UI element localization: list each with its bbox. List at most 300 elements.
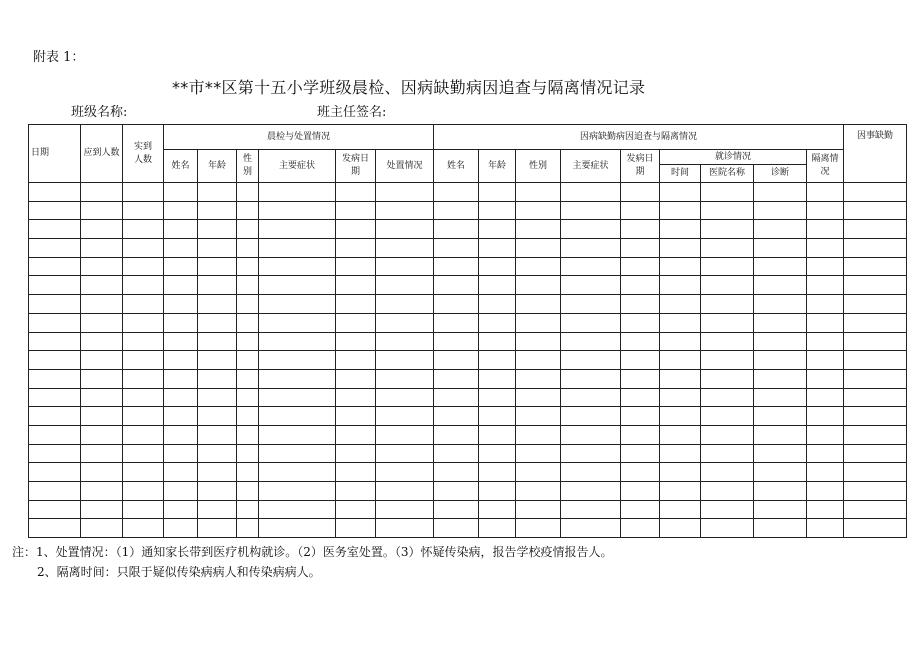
table-cell bbox=[561, 407, 621, 426]
table-cell bbox=[807, 482, 844, 501]
page-title: **市**区第十五小学班级晨检、因病缺勤病因追查与隔离情况记录 bbox=[172, 78, 646, 97]
table-cell bbox=[479, 332, 516, 351]
table-cell bbox=[807, 295, 844, 314]
table-cell bbox=[516, 183, 561, 202]
table-cell bbox=[81, 388, 123, 407]
table-cell bbox=[660, 519, 701, 538]
table-cell bbox=[561, 388, 621, 407]
table-cell bbox=[164, 257, 198, 276]
header-ab-symptoms: 主要症状 bbox=[561, 150, 621, 183]
table-cell bbox=[434, 183, 479, 202]
table-cell bbox=[336, 220, 376, 239]
table-cell bbox=[621, 201, 660, 220]
table-cell bbox=[164, 295, 198, 314]
table-cell bbox=[336, 519, 376, 538]
table-cell bbox=[198, 425, 237, 444]
table-cell bbox=[516, 220, 561, 239]
table-cell bbox=[561, 444, 621, 463]
table-cell bbox=[701, 425, 754, 444]
table-cell bbox=[29, 463, 81, 482]
table-cell bbox=[123, 183, 164, 202]
table-row bbox=[29, 183, 907, 202]
table-cell bbox=[479, 500, 516, 519]
table-cell bbox=[701, 295, 754, 314]
table-cell bbox=[237, 332, 259, 351]
table-cell bbox=[479, 444, 516, 463]
table-cell bbox=[164, 463, 198, 482]
table-cell bbox=[660, 500, 701, 519]
table-cell bbox=[259, 444, 336, 463]
table-row bbox=[29, 388, 907, 407]
table-cell bbox=[621, 332, 660, 351]
table-cell bbox=[807, 425, 844, 444]
table-cell bbox=[479, 425, 516, 444]
table-cell bbox=[434, 444, 479, 463]
header-mc-age: 年龄 bbox=[198, 150, 237, 183]
table-cell bbox=[81, 257, 123, 276]
table-cell bbox=[29, 183, 81, 202]
table-cell bbox=[376, 295, 434, 314]
table-cell bbox=[123, 257, 164, 276]
table-cell bbox=[123, 369, 164, 388]
table-cell bbox=[81, 425, 123, 444]
table-cell bbox=[516, 463, 561, 482]
table-cell bbox=[807, 201, 844, 220]
table-cell bbox=[701, 276, 754, 295]
table-cell bbox=[259, 369, 336, 388]
table-cell bbox=[754, 257, 807, 276]
table-cell bbox=[561, 257, 621, 276]
table-cell bbox=[621, 444, 660, 463]
table-cell bbox=[561, 369, 621, 388]
table-cell bbox=[336, 482, 376, 501]
table-cell bbox=[621, 276, 660, 295]
header-mc-symptoms: 主要症状 bbox=[259, 150, 336, 183]
table-cell bbox=[237, 482, 259, 501]
table-cell bbox=[434, 500, 479, 519]
table-cell bbox=[844, 482, 907, 501]
table-cell bbox=[561, 500, 621, 519]
table-cell bbox=[844, 313, 907, 332]
table-cell bbox=[336, 313, 376, 332]
table-cell bbox=[81, 295, 123, 314]
table-cell bbox=[701, 463, 754, 482]
table-cell bbox=[807, 351, 844, 370]
header-expected-count: 应到人数 bbox=[81, 125, 123, 183]
table-cell bbox=[479, 239, 516, 258]
table-cell bbox=[81, 313, 123, 332]
table-cell bbox=[621, 425, 660, 444]
table-cell bbox=[754, 313, 807, 332]
table-cell bbox=[479, 407, 516, 426]
table-cell bbox=[336, 295, 376, 314]
header-ab-gender: 性别 bbox=[516, 150, 561, 183]
table-cell bbox=[81, 332, 123, 351]
table-cell bbox=[29, 500, 81, 519]
table-cell bbox=[621, 519, 660, 538]
table-cell bbox=[198, 183, 237, 202]
table-cell bbox=[434, 257, 479, 276]
table-cell bbox=[807, 183, 844, 202]
table-cell bbox=[434, 313, 479, 332]
table-cell bbox=[29, 388, 81, 407]
table-cell bbox=[807, 257, 844, 276]
table-cell bbox=[754, 482, 807, 501]
table-row bbox=[29, 313, 907, 332]
table-cell bbox=[259, 407, 336, 426]
table-cell bbox=[336, 425, 376, 444]
table-cell bbox=[376, 369, 434, 388]
appendix-label: 附表 1： bbox=[33, 50, 85, 65]
table-cell bbox=[29, 519, 81, 538]
table-cell bbox=[164, 425, 198, 444]
table-cell bbox=[123, 313, 164, 332]
table-cell bbox=[81, 369, 123, 388]
table-cell bbox=[701, 201, 754, 220]
table-cell bbox=[237, 313, 259, 332]
table-cell bbox=[807, 276, 844, 295]
table-cell bbox=[198, 369, 237, 388]
table-cell bbox=[621, 295, 660, 314]
table-cell bbox=[336, 332, 376, 351]
table-cell bbox=[376, 519, 434, 538]
table-cell bbox=[754, 369, 807, 388]
table-cell bbox=[807, 369, 844, 388]
table-row bbox=[29, 276, 907, 295]
table-cell bbox=[561, 332, 621, 351]
table-cell bbox=[81, 201, 123, 220]
table-cell bbox=[376, 183, 434, 202]
table-cell bbox=[660, 239, 701, 258]
table-cell bbox=[198, 220, 237, 239]
table-cell bbox=[198, 201, 237, 220]
table-cell bbox=[479, 369, 516, 388]
table-cell bbox=[237, 295, 259, 314]
table-cell bbox=[81, 482, 123, 501]
table-cell bbox=[516, 276, 561, 295]
table-cell bbox=[434, 425, 479, 444]
table-cell bbox=[516, 257, 561, 276]
table-row bbox=[29, 482, 907, 501]
table-cell bbox=[479, 482, 516, 501]
table-cell bbox=[844, 519, 907, 538]
table-cell bbox=[29, 407, 81, 426]
class-name-label: 班级名称: bbox=[71, 105, 128, 120]
header-date: 日期 bbox=[29, 125, 81, 183]
header-ab-name: 姓名 bbox=[434, 150, 479, 183]
table-cell bbox=[754, 500, 807, 519]
header-personal-leave: 因事缺勤 bbox=[844, 125, 907, 183]
table-cell bbox=[336, 239, 376, 258]
table-cell bbox=[164, 220, 198, 239]
table-cell bbox=[844, 407, 907, 426]
table-cell bbox=[844, 351, 907, 370]
table-cell bbox=[621, 369, 660, 388]
header-morning-check-group: 晨检与处置情况 bbox=[164, 125, 434, 150]
table-cell bbox=[336, 444, 376, 463]
table-row bbox=[29, 295, 907, 314]
table-cell bbox=[516, 313, 561, 332]
table-cell bbox=[807, 239, 844, 258]
table-cell bbox=[81, 444, 123, 463]
table-cell bbox=[844, 463, 907, 482]
table-cell bbox=[164, 407, 198, 426]
table-cell bbox=[237, 388, 259, 407]
table-cell bbox=[123, 463, 164, 482]
table-cell bbox=[164, 183, 198, 202]
table-cell bbox=[701, 482, 754, 501]
table-cell bbox=[164, 444, 198, 463]
table-cell bbox=[81, 351, 123, 370]
table-cell bbox=[621, 482, 660, 501]
table-cell bbox=[660, 369, 701, 388]
table-cell bbox=[164, 239, 198, 258]
table-cell bbox=[479, 388, 516, 407]
table-cell bbox=[516, 201, 561, 220]
table-cell bbox=[376, 201, 434, 220]
table-cell bbox=[237, 407, 259, 426]
table-cell bbox=[660, 257, 701, 276]
table-cell bbox=[29, 295, 81, 314]
table-cell bbox=[561, 351, 621, 370]
table-cell bbox=[259, 220, 336, 239]
table-cell bbox=[198, 463, 237, 482]
table-row bbox=[29, 351, 907, 370]
table-cell bbox=[237, 425, 259, 444]
table-cell bbox=[807, 313, 844, 332]
table-cell bbox=[29, 201, 81, 220]
table-cell bbox=[259, 295, 336, 314]
table-cell bbox=[81, 276, 123, 295]
table-cell bbox=[259, 500, 336, 519]
table-cell bbox=[198, 519, 237, 538]
table-cell bbox=[479, 201, 516, 220]
table-cell bbox=[434, 276, 479, 295]
table-cell bbox=[259, 313, 336, 332]
table-cell bbox=[516, 407, 561, 426]
header-mc-handling: 处置情况 bbox=[376, 150, 434, 183]
record-table bbox=[28, 124, 907, 538]
table-cell bbox=[434, 220, 479, 239]
table-cell bbox=[844, 239, 907, 258]
table-cell bbox=[259, 276, 336, 295]
table-cell bbox=[198, 313, 237, 332]
table-cell bbox=[123, 388, 164, 407]
table-cell bbox=[754, 351, 807, 370]
table-cell bbox=[701, 351, 754, 370]
table-cell bbox=[479, 463, 516, 482]
table-cell bbox=[376, 388, 434, 407]
table-cell bbox=[479, 519, 516, 538]
table-cell bbox=[701, 369, 754, 388]
table-cell bbox=[434, 463, 479, 482]
table-row bbox=[29, 220, 907, 239]
table-cell bbox=[754, 388, 807, 407]
header-visit-time: 时间 bbox=[660, 165, 701, 183]
table-cell bbox=[29, 276, 81, 295]
table-cell bbox=[336, 500, 376, 519]
table-cell bbox=[237, 369, 259, 388]
table-cell bbox=[29, 313, 81, 332]
table-cell bbox=[164, 201, 198, 220]
table-cell bbox=[701, 500, 754, 519]
table-cell bbox=[434, 519, 479, 538]
table-cell bbox=[807, 519, 844, 538]
table-cell bbox=[237, 519, 259, 538]
table-cell bbox=[844, 425, 907, 444]
header-ab-onset-date: 发病日期 bbox=[621, 150, 660, 183]
table-cell bbox=[198, 351, 237, 370]
header-ab-age: 年龄 bbox=[479, 150, 516, 183]
table-cell bbox=[434, 239, 479, 258]
table-cell bbox=[376, 220, 434, 239]
table-cell bbox=[81, 183, 123, 202]
header-absence-group: 因病缺勤病因追查与隔离情况 bbox=[434, 125, 844, 150]
table-cell bbox=[516, 369, 561, 388]
table-row bbox=[29, 239, 907, 258]
table-cell bbox=[660, 313, 701, 332]
table-cell bbox=[434, 407, 479, 426]
table-cell bbox=[29, 257, 81, 276]
table-cell bbox=[198, 388, 237, 407]
table-cell bbox=[754, 220, 807, 239]
table-cell bbox=[123, 295, 164, 314]
table-cell bbox=[479, 183, 516, 202]
table-cell bbox=[29, 369, 81, 388]
table-row bbox=[29, 500, 907, 519]
table-cell bbox=[561, 313, 621, 332]
table-cell bbox=[123, 425, 164, 444]
table-cell bbox=[376, 351, 434, 370]
table-cell bbox=[376, 482, 434, 501]
table-cell bbox=[516, 444, 561, 463]
table-cell bbox=[376, 444, 434, 463]
table-cell bbox=[701, 183, 754, 202]
table-cell bbox=[336, 276, 376, 295]
table-cell bbox=[123, 276, 164, 295]
table-cell bbox=[701, 519, 754, 538]
table-cell bbox=[844, 220, 907, 239]
table-cell bbox=[198, 500, 237, 519]
table-row bbox=[29, 332, 907, 351]
table-cell bbox=[561, 183, 621, 202]
header-mc-onset-date: 发病日期 bbox=[336, 150, 376, 183]
table-cell bbox=[29, 482, 81, 501]
table-cell bbox=[807, 444, 844, 463]
table-cell bbox=[701, 388, 754, 407]
table-cell bbox=[237, 257, 259, 276]
table-cell bbox=[561, 220, 621, 239]
header-mc-name: 姓名 bbox=[164, 150, 198, 183]
table-cell bbox=[754, 276, 807, 295]
table-cell bbox=[81, 239, 123, 258]
table-cell bbox=[259, 332, 336, 351]
table-cell bbox=[259, 463, 336, 482]
table-cell bbox=[621, 463, 660, 482]
table-cell bbox=[754, 183, 807, 202]
table-cell bbox=[701, 407, 754, 426]
table-cell bbox=[621, 257, 660, 276]
table-cell bbox=[237, 500, 259, 519]
table-cell bbox=[754, 519, 807, 538]
table-cell bbox=[660, 425, 701, 444]
table-cell bbox=[660, 388, 701, 407]
table-cell bbox=[237, 276, 259, 295]
table-cell bbox=[164, 332, 198, 351]
table-cell bbox=[164, 276, 198, 295]
table-cell bbox=[516, 388, 561, 407]
table-cell bbox=[479, 257, 516, 276]
table-cell bbox=[621, 313, 660, 332]
table-cell bbox=[164, 500, 198, 519]
table-cell bbox=[844, 257, 907, 276]
table-cell bbox=[844, 332, 907, 351]
table-cell bbox=[701, 239, 754, 258]
table-cell bbox=[807, 388, 844, 407]
table-cell bbox=[754, 444, 807, 463]
table-cell bbox=[81, 519, 123, 538]
header-mc-gender: 性别 bbox=[237, 150, 259, 183]
table-cell bbox=[807, 463, 844, 482]
table-cell bbox=[376, 500, 434, 519]
table-cell bbox=[844, 183, 907, 202]
table-cell bbox=[621, 239, 660, 258]
table-cell bbox=[81, 407, 123, 426]
table-cell bbox=[376, 332, 434, 351]
table-cell bbox=[434, 351, 479, 370]
table-cell bbox=[434, 295, 479, 314]
table-row bbox=[29, 519, 907, 538]
table-cell bbox=[434, 201, 479, 220]
table-cell bbox=[259, 388, 336, 407]
table-cell bbox=[754, 332, 807, 351]
table-cell bbox=[123, 332, 164, 351]
table-cell bbox=[844, 500, 907, 519]
table-cell bbox=[516, 482, 561, 501]
table-cell bbox=[844, 388, 907, 407]
table-cell bbox=[336, 257, 376, 276]
table-cell bbox=[376, 463, 434, 482]
table-cell bbox=[29, 444, 81, 463]
table-cell bbox=[844, 444, 907, 463]
table-cell bbox=[660, 407, 701, 426]
table-cell bbox=[336, 201, 376, 220]
table-cell bbox=[754, 407, 807, 426]
table-cell bbox=[516, 239, 561, 258]
table-cell bbox=[259, 425, 336, 444]
table-cell bbox=[237, 239, 259, 258]
table-cell bbox=[561, 239, 621, 258]
table-cell bbox=[660, 351, 701, 370]
table-cell bbox=[237, 444, 259, 463]
table-cell bbox=[259, 183, 336, 202]
table-cell bbox=[479, 220, 516, 239]
table-cell bbox=[754, 463, 807, 482]
table-cell bbox=[660, 183, 701, 202]
table-cell bbox=[336, 369, 376, 388]
table-cell bbox=[479, 313, 516, 332]
table-cell bbox=[434, 369, 479, 388]
table-cell bbox=[621, 183, 660, 202]
table-cell bbox=[561, 201, 621, 220]
table-cell bbox=[259, 351, 336, 370]
table-cell bbox=[237, 201, 259, 220]
table-cell bbox=[259, 239, 336, 258]
header-visit-diagnosis: 诊断 bbox=[754, 165, 807, 183]
table-row bbox=[29, 444, 907, 463]
table-cell bbox=[164, 482, 198, 501]
table-cell bbox=[621, 220, 660, 239]
